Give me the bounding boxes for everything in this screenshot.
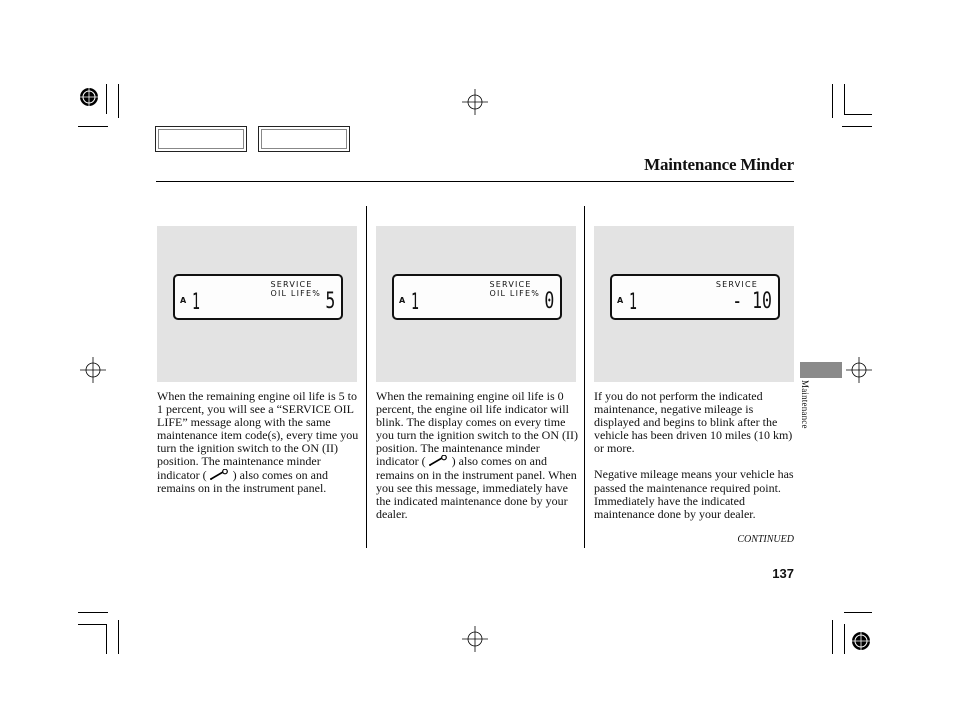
- crop-mark: [78, 624, 106, 625]
- paragraph: Negative mileage means your vehicle has passed the maintenance required point.: [594, 467, 794, 495]
- registration-mark-icon: [460, 624, 490, 654]
- lcd-display: [173, 274, 343, 320]
- section-tab: [800, 362, 842, 378]
- oil-life-value: 5: [325, 289, 335, 314]
- section-label: Maintenance: [800, 380, 810, 429]
- page-number: 137: [772, 566, 794, 581]
- page-title: Maintenance Minder: [644, 155, 794, 174]
- crop-mark: [106, 624, 107, 654]
- crop-mark: [118, 84, 119, 118]
- service-message: SERVICE OIL LIFE%: [270, 280, 321, 298]
- column-text-3: [594, 390, 794, 521]
- crop-mark: [842, 126, 872, 127]
- header-tab-box: [155, 126, 247, 152]
- code-letter: A: [617, 296, 624, 305]
- oil-life-value: 0: [544, 289, 554, 314]
- code-number: 1: [411, 290, 419, 315]
- crop-mark: [844, 114, 872, 115]
- column-divider: [366, 206, 367, 548]
- paragraph: When the remaining engine oil life is 5 to 1 percent, you will see a “SERVICE OIL LIFE” message along with the same maintenance item code(s), every time you turn the ignition switch to the ON (II) position. The maintenance minder indicator ( ) also comes on and remains on in the instrument panel.: [157, 389, 359, 495]
- paragraph: If you do not perform the indicated maintenance, negative mileage is displayed and begins to blink after the vehicle has been driven 10 miles (10 km) or more.: [594, 389, 793, 456]
- paragraph: Immediately have the indicated maintenance done by your dealer.: [594, 493, 756, 521]
- registration-mark-icon: [78, 355, 108, 385]
- code-number: 1: [629, 290, 637, 315]
- negative-mileage-value: - 10: [732, 289, 772, 314]
- crop-mark: [118, 620, 119, 654]
- crop-mark: [844, 84, 845, 114]
- column-divider: [584, 206, 585, 548]
- display-panel: [376, 226, 576, 382]
- wrench-icon: [207, 469, 233, 481]
- crop-mark: [78, 126, 108, 127]
- service-message: SERVICE OIL LIFE%: [489, 280, 540, 298]
- paragraph: When the remaining engine oil life is 0 percent, the engine oil life indicator will blink. The display comes on every time you turn the ignition switch to the ON (II) position. The maintenance minder indicator ( ) also comes on and remains on in the instrument panel. When you see this message, immediately have the indicated maintenance done by your dealer.: [376, 389, 578, 521]
- display-panel: [594, 226, 794, 382]
- registration-mark-icon: [74, 82, 104, 112]
- wrench-icon: [426, 455, 452, 467]
- lcd-display: [392, 274, 562, 320]
- crop-mark: [832, 620, 833, 654]
- header-tab-box: [258, 126, 350, 152]
- continued-label: CONTINUED: [737, 534, 794, 545]
- code-letter: A: [180, 296, 187, 305]
- column-text-1: [157, 390, 360, 495]
- registration-mark-icon: [844, 355, 874, 385]
- code-number: 1: [192, 290, 200, 315]
- crop-mark: [78, 612, 108, 613]
- registration-mark-icon: [460, 87, 490, 117]
- registration-mark-icon: [846, 626, 876, 656]
- title-rule: [156, 181, 794, 182]
- lcd-display: [610, 274, 780, 320]
- column-text-2: [376, 390, 579, 521]
- crop-mark: [844, 624, 845, 654]
- crop-mark: [832, 84, 833, 118]
- code-letter: A: [399, 296, 406, 305]
- crop-mark: [106, 84, 107, 114]
- display-panel: [157, 226, 357, 382]
- crop-mark: [844, 612, 872, 613]
- service-message: SERVICE: [715, 280, 758, 289]
